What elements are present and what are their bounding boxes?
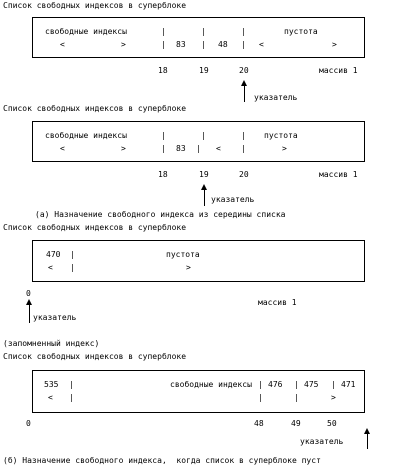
panel3-title: Список свободных индексов в суперблоке xyxy=(3,223,187,232)
panel2-pointer-arrow-head xyxy=(201,184,207,190)
panel4-lt: < xyxy=(48,393,53,402)
panel2-pointer-arrow-shaft xyxy=(204,188,205,206)
panel1-sep-1b: | xyxy=(161,40,166,49)
panel4-title: Список свободных индексов в суперблоке xyxy=(3,352,187,361)
panel2-array-box xyxy=(32,121,365,162)
panel1-void-gt: > xyxy=(332,40,337,49)
panel4-index-50: 50 xyxy=(327,419,337,428)
panel4-pointer-arrow-head xyxy=(364,428,370,434)
panel4-value-475: 475 xyxy=(304,380,319,389)
panel1-index-18: 18 xyxy=(158,66,168,75)
panel1-sep-2b: | xyxy=(201,40,206,49)
panel4-pointer-arrow-shaft xyxy=(367,432,368,449)
panel2-void-gt: > xyxy=(282,144,287,153)
panel3-pointer-label: указатель xyxy=(33,313,77,322)
panel1-value-48: 48 xyxy=(218,40,228,49)
panel4-sep-3b: | xyxy=(294,393,299,402)
panel4-sep-4a: | xyxy=(331,380,336,389)
panel1-void-label: пустота xyxy=(284,27,318,36)
panel2-array-label: массив 1 xyxy=(319,170,358,179)
panel4-array-box xyxy=(32,370,365,413)
panel2-index-20: 20 xyxy=(239,170,249,179)
panel2-pointer-label: указатель xyxy=(211,195,255,204)
panel2-value-83: 83 xyxy=(176,144,186,153)
panel1-index-19: 19 xyxy=(199,66,209,75)
panel4-sep-1a: | xyxy=(69,380,74,389)
panel3-value-470: 470 xyxy=(46,250,61,259)
panel2-lt: < xyxy=(60,144,65,153)
panel4-value-476: 476 xyxy=(268,380,283,389)
caption-b: (б) Назначение свободного индекса, когда список в суперблоке пуст xyxy=(3,456,321,465)
panel2-index-18: 18 xyxy=(158,170,168,179)
panel4-free-indices-label: свободные индексы xyxy=(170,380,252,389)
panel1-pointer-label: указатель xyxy=(254,93,298,102)
caption-a: (а) Назначение свободного индекса из середины списка xyxy=(35,210,286,219)
panel1-free-indices-label: свободные индексы xyxy=(45,27,127,36)
panel3-void-label: пустота xyxy=(166,250,200,259)
panel2-sep-1b: | xyxy=(161,144,166,153)
panel1-array-label: массив 1 xyxy=(319,66,358,75)
panel4-index-48: 48 xyxy=(254,419,264,428)
panel3-lt: < xyxy=(48,263,53,272)
remembered-index-note: (запомненный индекс) xyxy=(3,339,100,348)
panel1-void-lt: < xyxy=(259,40,264,49)
panel4-sep-1b: | xyxy=(69,393,74,402)
panel1-gt: > xyxy=(121,40,126,49)
panel2-sep-2b: | xyxy=(196,144,201,153)
panel2-void-label: пустота xyxy=(264,131,298,140)
panel1-pointer-arrow-head xyxy=(241,80,247,86)
panel1-sep-1a: | xyxy=(161,27,166,36)
panel4-value-471: 471 xyxy=(341,380,356,389)
panel3-index-0: 0 xyxy=(26,289,31,298)
panel2-sep-1a: | xyxy=(161,131,166,140)
panel4-index-49: 49 xyxy=(291,419,301,428)
panel2-free-indices-label: свободные индексы xyxy=(45,131,127,140)
panel3-pointer-arrow-shaft xyxy=(29,303,30,323)
panel1-value-83: 83 xyxy=(176,40,186,49)
panel2-title: Список свободных индексов в суперблоке xyxy=(3,104,187,113)
panel3-array-label: массив 1 xyxy=(258,298,297,307)
panel2-index-19: 19 xyxy=(199,170,209,179)
panel3-void-gt: > xyxy=(186,263,191,272)
panel1-lt: < xyxy=(60,40,65,49)
panel2-sep-3a: | xyxy=(241,131,246,140)
panel4-sep-2b: | xyxy=(258,393,263,402)
panel2-middle-lt: < xyxy=(216,144,221,153)
panel1-sep-3a: | xyxy=(241,27,246,36)
panel3-pointer-arrow-head xyxy=(26,299,32,305)
panel4-sep-2a: | xyxy=(258,380,263,389)
panel1-sep-2a: | xyxy=(201,27,206,36)
panel4-gt: > xyxy=(331,393,336,402)
panel1-index-20: 20 xyxy=(239,66,249,75)
panel4-pointer-label: указатель xyxy=(300,437,344,446)
panel1-array-box xyxy=(32,17,365,58)
panel1-sep-3b: | xyxy=(241,40,246,49)
panel1-title: Список свободных индексов в суперблоке xyxy=(3,1,187,10)
panel4-value-535: 535 xyxy=(44,380,59,389)
panel3-sep-b: | xyxy=(70,263,75,272)
panel4-sep-3a: | xyxy=(294,380,299,389)
panel4-index-0: 0 xyxy=(26,419,31,428)
panel1-pointer-arrow-shaft xyxy=(244,84,245,102)
panel2-sep-2a: | xyxy=(201,131,206,140)
panel3-array-box xyxy=(32,240,365,282)
panel3-sep-a: | xyxy=(70,250,75,259)
panel2-sep-3b: | xyxy=(241,144,246,153)
panel2-gt: > xyxy=(121,144,126,153)
